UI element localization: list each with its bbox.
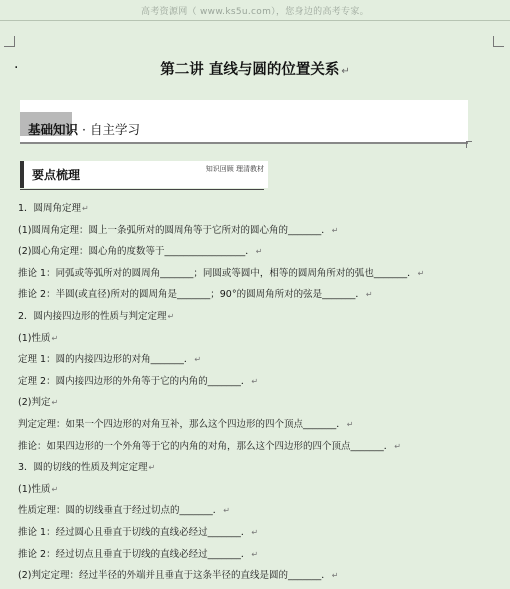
content-line [18, 328, 498, 350]
content-line-text: 推论 2：经过切点且垂直于切线的直线必经过_______． [18, 548, 251, 560]
section-banner [20, 100, 468, 144]
section-title: 要点梳理 [32, 168, 81, 182]
section-underline [20, 189, 264, 190]
content-line-text: 定理 1：圆的内接四边形的对角_______． [18, 354, 194, 366]
paragraph-mark-icon: ↵ [251, 376, 259, 386]
content-line [18, 392, 498, 414]
content-line [18, 220, 498, 242]
content-line-text: (2)判定 [18, 397, 51, 409]
content-body [18, 198, 498, 587]
paragraph-mark-icon: ↵ [255, 247, 263, 257]
content-line [18, 500, 498, 522]
paragraph-mark-icon: ↵ [51, 333, 59, 343]
content-line-text: 性质定理：圆的切线垂直于经过切点的_______． [18, 505, 223, 517]
paragraph-mark-icon: ↵ [148, 463, 156, 473]
content-line-text: 1．圆周角定理 [18, 203, 82, 214]
header-watermark: 高考资源网（ www.ks5u.com），您身边的高考专家。 [141, 7, 369, 17]
content-line [18, 263, 498, 285]
content-line-text: (1)圆周角定理：圆上一条弧所对的圆周角等于它所对的圆心角的_______． [18, 224, 331, 236]
content-line-text: 推论：如果四边形的一个外角等于它的内角的对角，那么这个四边形的四个顶点_______． [18, 440, 394, 452]
paragraph-mark-icon: ↵ [331, 571, 339, 581]
paragraph-mark-icon: ↵ [51, 484, 59, 494]
content-line [18, 414, 498, 436]
paragraph-mark-icon: ↵ [223, 506, 230, 516]
paragraph-mark-icon: ↵ [365, 290, 373, 300]
margin-corner-right [493, 36, 504, 47]
content-line-text: 判定定理：如果一个四边形的对角互补，那么这个四边形的四个顶点_______． [18, 418, 346, 430]
content-line [18, 436, 498, 458]
content-line [18, 284, 498, 306]
paragraph-mark-icon: ↵ [167, 311, 175, 321]
content-line-text: 推论 1：同弧或等弧所对的圆周角_______；同圆或等圆中，相等的圆周角所对的弧也_______． [18, 267, 417, 279]
content-line [18, 241, 498, 263]
paragraph-mark-icon: ↵ [394, 441, 401, 451]
content-line [18, 544, 498, 566]
content-line-text: 推论 2：半圆(或直径)所对的圆周角是_______；90°的圆周角所对的弦是_______． [18, 289, 365, 301]
paragraph-mark-icon: ↵ [417, 268, 425, 278]
content-line [18, 479, 498, 501]
paragraph-mark-icon: ↵ [251, 527, 259, 537]
banner-corner-mark [466, 141, 472, 148]
paragraph-mark-icon: ↵ [341, 66, 350, 77]
content-line [18, 349, 498, 371]
content-line-text: 2．圆内接四边形的性质与判定定理 [18, 310, 167, 322]
paragraph-mark-icon: ↵ [82, 204, 89, 213]
paragraph-mark-icon: ↵ [194, 355, 202, 365]
banner-subheading: 自主学习 [89, 122, 140, 137]
banner-label [28, 120, 140, 138]
content-line [18, 522, 498, 544]
content-line-text: (1)性质 [18, 483, 51, 495]
bullet-mark: · [14, 60, 19, 76]
paragraph-mark-icon: ↵ [346, 419, 354, 429]
page-title-text: 第二讲 直线与圆的位置关系 [160, 62, 340, 78]
paragraph-mark-icon: ↵ [331, 225, 339, 235]
content-line-text: (1)性质 [18, 332, 51, 344]
content-line-text: (2)圆心角定理：圆心角的度数等于_________________． [18, 246, 255, 258]
content-line [18, 198, 498, 220]
content-line-text: 3．圆的切线的性质及判定定理 [18, 462, 148, 474]
content-line [18, 565, 498, 587]
content-line-text: 定理 2：圆内接四边形的外角等于它的内角的_______． [18, 375, 251, 387]
paragraph-mark-icon: ↵ [251, 549, 259, 559]
content-line-text: (2)判定定理：经过半径的外端并且垂直于这条半径的直线是圆的_______． [18, 570, 331, 582]
page-title [0, 58, 510, 79]
paragraph-mark-icon: ↵ [51, 398, 59, 408]
content-line [18, 457, 498, 479]
section-subtitle: 知识回顾 理清教材 [205, 165, 264, 173]
content-line [18, 371, 498, 393]
section-header [20, 161, 268, 188]
content-line-text: 推论 1：经过圆心且垂直于切线的直线必经过_______． [18, 526, 251, 538]
header-divider [0, 20, 510, 21]
content-line [18, 306, 498, 328]
banner-separator: · [78, 122, 90, 137]
banner-heading: 基础知识 [28, 122, 79, 137]
margin-corner-left [4, 36, 15, 47]
